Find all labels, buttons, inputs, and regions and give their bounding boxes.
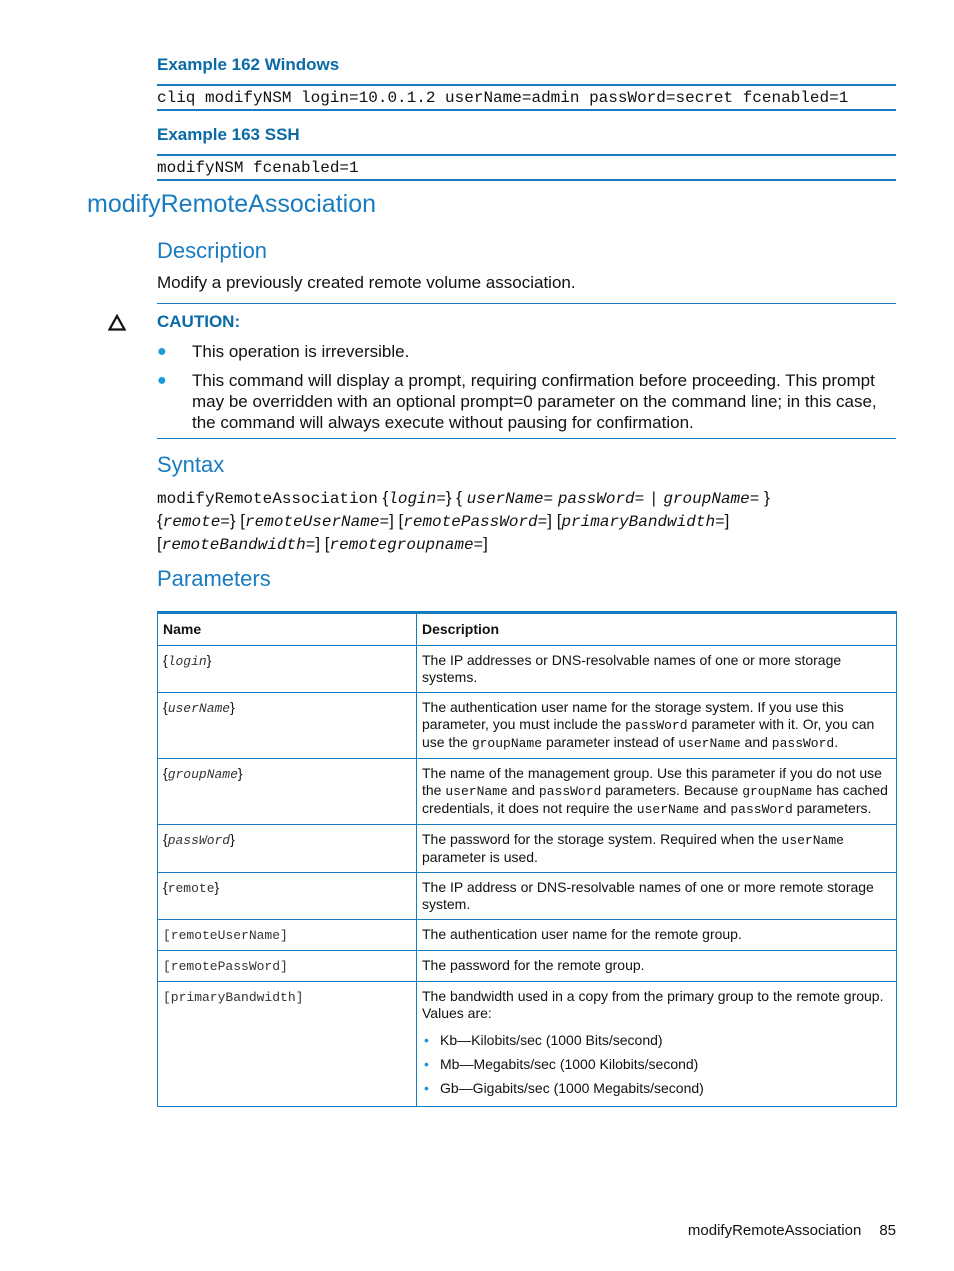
syntax-param: remotePassWord= [403, 513, 548, 531]
syntax-param: login= [388, 490, 446, 508]
syntax-param: remoteBandwidth= [161, 536, 316, 554]
param-name-cell: {login} [158, 646, 417, 693]
divider [157, 303, 896, 304]
syntax-param: passWord= [557, 490, 645, 508]
bullet-icon: ● [157, 343, 167, 360]
param-name: [primaryBandwidth] [163, 990, 304, 1005]
param-name-cell: {userName} [158, 693, 417, 759]
caution-label: CAUTION: [157, 312, 241, 331]
description-heading: Description [157, 238, 268, 263]
syntax-heading: Syntax [157, 452, 225, 477]
description-text: Modify a previously created remote volume association. [157, 273, 576, 292]
param-name: login [167, 654, 207, 669]
example-163-code: modifyNSM fcenabled=1 [157, 154, 896, 181]
param-desc: The authentication user name for the remote group. [417, 920, 897, 951]
param-name: userName [167, 701, 231, 716]
param-desc: The password for the storage system. Required when the userName parameter is used. [417, 825, 897, 873]
caution-bullet [157, 341, 896, 362]
table-row [158, 920, 897, 951]
param-desc: The IP address or DNS-resolvable names of one or more remote storage system. [417, 873, 897, 920]
table-row [158, 759, 897, 825]
param-desc: The authentication user name for the storage system. If you use this parameter, you must include the passWord parameter with it. Or, you can use the groupName parameter instead of userName and passWord. [417, 693, 897, 759]
syntax-param: primaryBandwidth= [561, 513, 725, 531]
param-desc [417, 982, 897, 1107]
bullet-icon: ● [157, 372, 167, 389]
table-row [158, 951, 897, 982]
syntax-block: modifyRemoteAssociation {login=} { userName= passWord= | groupName= } {remote=} [remoteUserName=] [remotePassWord=] [primaryBandwidth=] [remoteBandwidth=] [remotegroupname=] [157, 488, 770, 554]
syntax-param: remotegroupname= [329, 536, 484, 554]
parameters-table [157, 611, 897, 1107]
param-name-cell: {remote} [158, 873, 417, 920]
table-header-row [158, 613, 897, 646]
footer-title: modifyRemoteAssociation [687, 1222, 862, 1239]
param-desc: The IP addresses or DNS-resolvable names of one or more storage systems. [417, 646, 897, 693]
page-footer [688, 1222, 896, 1239]
param-name-cell: {passWord} [158, 825, 417, 873]
param-name-cell [158, 920, 417, 951]
param-name: remote [167, 881, 215, 896]
example-162-code: cliq modifyNSM login=10.0.1.2 userName=admin passWord=secret fcenabled=1 [157, 84, 896, 111]
column-header-name: Name [158, 613, 417, 646]
divider [157, 438, 896, 439]
example-163-title: Example 163 SSH [157, 125, 300, 144]
param-desc: The password for the remote group. [417, 951, 897, 982]
param-name: [remotePassWord] [163, 959, 288, 974]
syntax-param: userName= [466, 490, 554, 508]
param-desc: The name of the management group. Use this parameter if you do not use the userName and passWord parameters. Because groupName has cached credentials, it does not require the userName and passWord parameters. [417, 759, 897, 825]
table-row [158, 825, 897, 873]
param-name-cell: {groupName} [158, 759, 417, 825]
caution-bullet-text: This command will display a prompt, requiring confirmation before proceeding. This prompt may be overridden with an optional prompt=0 parameter on the command line; in this case, the command will always execute without pausing for confirmation. [192, 371, 877, 432]
syntax-param: groupName= [663, 490, 760, 508]
bandwidth-values-list [422, 1028, 891, 1100]
table-row [158, 873, 897, 920]
param-name: passWord [167, 833, 231, 848]
param-name: groupName [167, 767, 238, 782]
list-item: • Gb—Gigabits/sec (1000 Megabits/second) [422, 1076, 891, 1100]
page-number: 85 [879, 1222, 896, 1239]
table-row [158, 982, 897, 1107]
caution-icon [108, 314, 126, 332]
example-162-title: Example 162 Windows [157, 55, 340, 74]
param-name-cell [158, 982, 417, 1107]
page-title: modifyRemoteAssociation [87, 190, 377, 218]
table-row [158, 646, 897, 693]
table-row [158, 693, 897, 759]
list-item: • Kb—Kilobits/sec (1000 Bits/second) [422, 1028, 891, 1052]
parameters-heading: Parameters [157, 566, 271, 591]
param-name-cell [158, 951, 417, 982]
syntax-param: remote= [162, 513, 230, 531]
list-item: • Mb—Megabits/sec (1000 Kilobits/second) [422, 1052, 891, 1076]
caution-bullet-text: This operation is irreversible. [192, 342, 410, 361]
syntax-param: remoteUserName= [245, 513, 390, 531]
syntax-command: modifyRemoteAssociation [157, 490, 378, 508]
param-desc-text: The bandwidth used in a copy from the primary group to the remote group. Values are: [422, 988, 884, 1021]
column-header-description: Description [417, 613, 897, 646]
caution-bullet [157, 370, 896, 433]
param-name: [remoteUserName] [163, 928, 288, 943]
